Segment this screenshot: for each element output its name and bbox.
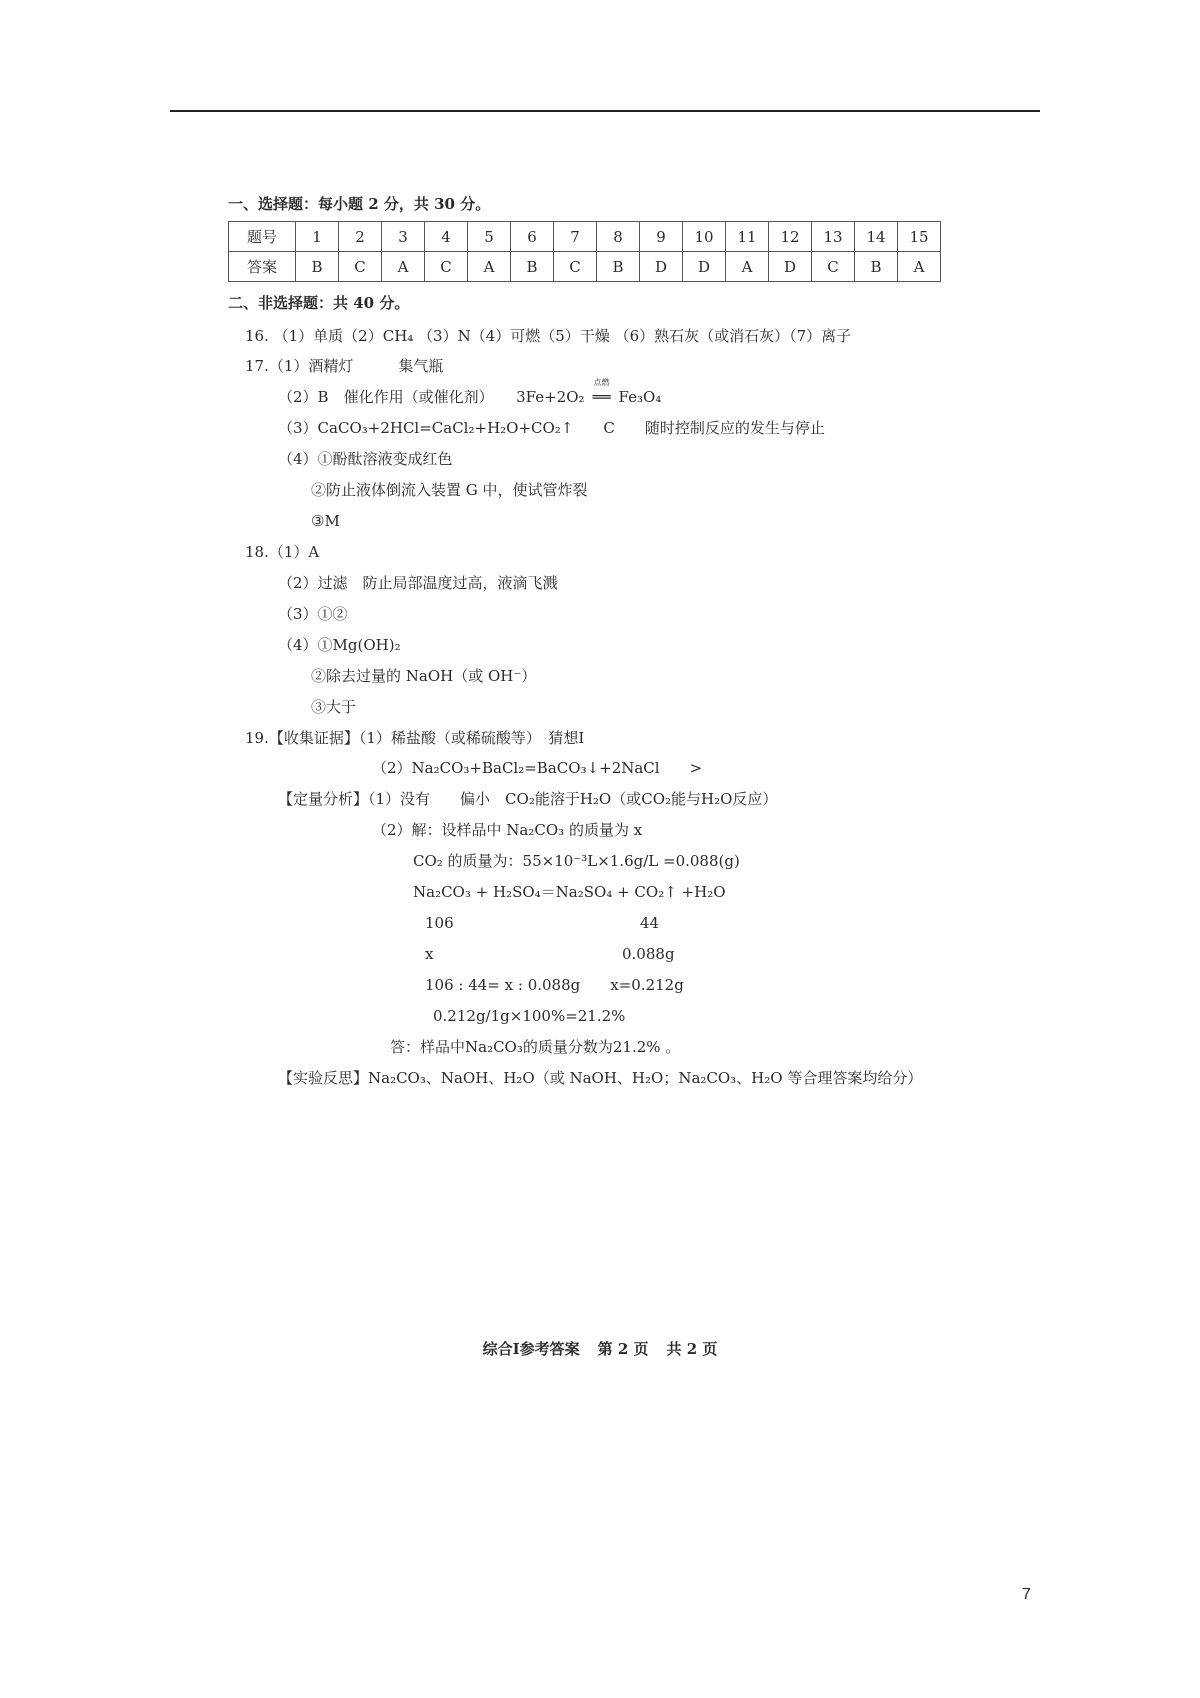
q19-proportion: 106 : 44= x : 0.088g x=0.212g xyxy=(425,976,684,994)
q17-line-1: 17.（1）酒精灯 集气瓶 xyxy=(245,357,444,375)
q19-reflection: 【实验反思】Na₂CO₃、NaOH、H₂O（或 NaOH、H₂O；Na₂CO₃、H₂O 等合理答案均给分） xyxy=(278,1069,923,1087)
q18-line-3: （3）①② xyxy=(278,605,348,623)
question-row-label: 题号 xyxy=(229,222,296,252)
question-number: 15 xyxy=(898,222,941,252)
section1-title: 一、选择题：每小题 2 分，共 30 分。 xyxy=(228,195,491,213)
answer-cell: A xyxy=(898,252,941,282)
q17-line-2 xyxy=(278,378,662,407)
answer-cell: A xyxy=(382,252,425,282)
answer-cell: A xyxy=(468,252,511,282)
question-number: 12 xyxy=(769,222,812,252)
q19-line-6: Na₂CO₃ + H₂SO₄＝Na₂SO₄ + CO₂↑ +H₂O xyxy=(413,883,726,901)
q19-line-1: 19.【收集证据】（1）稀盐酸（或稀硫酸等） 猜想Ⅰ xyxy=(245,729,585,747)
question-number: 13 xyxy=(812,222,855,252)
q18-line-2: （2）过滤 防止局部温度过高，液滴飞溅 xyxy=(278,574,558,592)
answer-cell: B xyxy=(511,252,554,282)
answer-cell: D xyxy=(683,252,726,282)
question-number: 5 xyxy=(468,222,511,252)
question-number: 10 xyxy=(683,222,726,252)
reaction-condition-label: 点燃 xyxy=(593,378,610,387)
q19-line-3: 【定量分析】（1）没有 偏小 CO₂能溶于H₂O（或CO₂能与H₂O反应） xyxy=(278,790,778,808)
question-number: 4 xyxy=(425,222,468,252)
q17-line-5: ②防止液体倒流入装置 G 中，使试管炸裂 xyxy=(311,481,588,499)
question-number: 8 xyxy=(597,222,640,252)
answer-cell: C xyxy=(554,252,597,282)
answer-cell: C xyxy=(339,252,382,282)
footer-total: 共 2 页 xyxy=(666,1340,718,1358)
answer-cell: D xyxy=(640,252,683,282)
q17-line-2-text: （2）B 催化作用（或催化剂） 3Fe+2O₂ xyxy=(278,388,585,406)
answer-row xyxy=(229,252,941,282)
q17-line-6: ③M xyxy=(311,512,340,530)
q19-molar-mass-1: 106 xyxy=(425,914,454,932)
answer-cell: B xyxy=(296,252,339,282)
question-number: 7 xyxy=(554,222,597,252)
q19-co2-mass: 0.088g xyxy=(622,945,675,963)
q19-line-4: （2）解：设样品中 Na₂CO₃ 的质量为 x xyxy=(372,821,643,839)
answer-cell: B xyxy=(855,252,898,282)
question-number: 11 xyxy=(726,222,769,252)
q18-line-4: （4）①Mg(OH)₂ xyxy=(278,636,401,654)
q17-line-4: （4）①酚酞溶液变成红色 xyxy=(278,450,453,468)
answer-table xyxy=(228,221,941,282)
answer-cell: C xyxy=(425,252,468,282)
question-number: 3 xyxy=(382,222,425,252)
footer-title: 综合Ⅰ参考答案 xyxy=(482,1340,580,1358)
q19-line-5: CO₂ 的质量为：55×10⁻³L×1.6g/L =0.088(g) xyxy=(413,852,740,870)
q19-conclusion: 答：样品中Na₂CO₃的质量分数为21.2% 。 xyxy=(390,1038,681,1056)
q19-percentage: 0.212g/1g×100%=21.2% xyxy=(433,1007,626,1025)
question-row xyxy=(229,222,941,252)
q17-line-3: （3）CaCO₃+2HCl=CaCl₂+H₂O+CO₂↑ C 随时控制反应的发生与停止 xyxy=(278,419,825,437)
q19-unknown-x: x xyxy=(425,945,434,963)
question-number: 9 xyxy=(640,222,683,252)
question-number: 6 xyxy=(511,222,554,252)
question-number: 14 xyxy=(855,222,898,252)
answer-cell: C xyxy=(812,252,855,282)
question-number: 1 xyxy=(296,222,339,252)
q19-line-2: （2）Na₂CO₃+BaCl₂=BaCO₃↓+2NaCl > xyxy=(372,759,703,777)
reaction-condition: 点燃 ══ xyxy=(585,387,619,407)
q19-molar-mass-2: 44 xyxy=(640,914,660,932)
footer-page: 第 2 页 xyxy=(597,1340,649,1358)
page-footer xyxy=(0,1338,1200,1359)
q17-line-2-product: Fe₃O₄ xyxy=(618,388,662,406)
answer-cell: B xyxy=(597,252,640,282)
q16-answer: 16. （1）单质（2）CH₄ （3）N（4）可燃（5）干燥 （6）熟石灰（或消石灰）（7）离子 xyxy=(245,327,852,345)
q18-line-1: 18.（1）A xyxy=(245,543,320,561)
question-number: 2 xyxy=(339,222,382,252)
q18-line-6: ③大于 xyxy=(311,698,357,716)
top-rule xyxy=(170,110,1040,112)
q18-line-5: ②除去过量的 NaOH（或 OH⁻） xyxy=(311,667,537,685)
section2-title: 二、非选择题：共 40 分。 xyxy=(228,294,410,312)
answer-cell: D xyxy=(769,252,812,282)
answer-row-label: 答案 xyxy=(229,252,296,282)
answer-cell: A xyxy=(726,252,769,282)
page-number: 7 xyxy=(1022,1586,1031,1603)
